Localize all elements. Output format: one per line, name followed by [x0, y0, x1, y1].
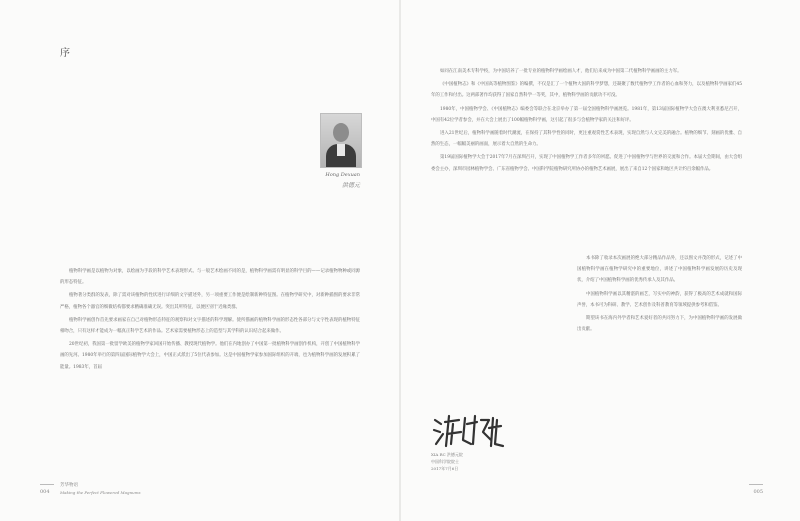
signer-name: XIA RC 洪德元院 — [431, 452, 463, 457]
paragraph: 本书除了收录本次画展的绝大部分精品作品外，还以图文并茂的形式，记述了中国植物科学画在植物学研究中的重要地位，讲述了中国植物科学画发展的历史及现状，介绍了中国植物科学画的优秀传承人及其作品。 — [577, 256, 742, 284]
paragraph: 《中国植物志》和《中国高等植物图鉴》的编撰，不仅是汇了一个植物大国的科学梦想，还凝聚了数代植物学工作者的心血和努力，以及植物科学画家们45年的工作和付出。这两部著作均获得了国家自然科学一等奖，其中，植物科学画的贡献功不可没。 — [431, 82, 742, 99]
paragraph: 进入21世纪后，植物科学画随着时代潮流，在保持了其科学性的同时，更注重观赏性艺术表现，实现自然与人文完美的融合。植物的细节、刻画的优雅、自然的生态，一幅幅美丽的画面，展示着大自然的生命力。 — [431, 131, 742, 148]
paragraph: 植物科学画创作首先要求画家在自己对植物形态特征的观察和对文字描述的科学理解。使所描画的植物科学画的形态性各部分与文字性表现的植物特征相吻合，只有这样才能成为一幅真正科学艺术的作品。艺术家需要植物形态上的造型与其学科的认识结合起来做作。 — [60, 317, 360, 335]
portrait-caption-signature: 洪德元 — [341, 182, 360, 189]
signer-title: 中国科学院院士 — [431, 459, 459, 464]
paragraph: 期望该书在海内外学者和艺术爱好者的共同努力下，为中国植物科学画的发展做出贡献。 — [577, 316, 742, 333]
right-body-text — [431, 66, 742, 177]
portrait-head — [333, 123, 349, 142]
paragraph: 20世纪初，我国第一批留学欧美的植物学家回国开始传播、教授现代植物学。他们在内地创办了中国第一批植物科学画创作机构，开创了中国植物科学画的先河。1980年举行的第四届国际植物学大会上，中国正式派出了5位代表参加。这是中国植物学家参加国际组织的开端，也为植物科学画的发展积累了能量。1983年，首届 — [60, 342, 360, 370]
handwritten-signature — [431, 410, 541, 450]
paragraph: 1980年，中国植物学会、《中国植物志》编委会等联合在北京举办了第一届全国植物科学画展览。1981年，第13届国际植物学大会在澳大利亚悉尼召开，中国有42位学者参会，并在大会上展出了100幅植物科学画，这引起了很多与会植物学家的关注和好评。 — [431, 106, 742, 123]
portrait-caption-name: Hong Dexuan — [325, 172, 360, 178]
footer-rule — [40, 484, 54, 485]
running-book-title: 芳华物语 — [60, 483, 78, 488]
author-portrait — [320, 113, 362, 168]
paragraph: 第19届国际植物学大会于2017年7月在深圳召开，实现了中国植物学工作者多年的夙愿。促进了中国植物学与世界的交流和合作。本届大会期间，由大会组委会主办，深圳市园林植物学会、广东省植物学会、中国科学院植物研究所协办的植物艺术画展，展出了来自12个国家和地区共计约百余幅作品。 — [431, 155, 742, 172]
left-body-text — [60, 266, 360, 375]
footer-rule — [749, 484, 763, 485]
right-page — [401, 0, 800, 521]
page-number: 004 — [40, 489, 50, 495]
page-number: 005 — [753, 489, 763, 495]
running-book-subtitle: Making the Perfect Flowered Magnums — [60, 490, 141, 495]
portrait-collar — [337, 144, 345, 156]
right-column-text — [577, 253, 742, 337]
paragraph: 植物著分类群的发表，除了需对该植物的性状进行详细的文字描述外，另一项重要工作便是绘制新种特征图。在植物学研究中，对新种插图的要求非常严格，植物各个器官的细微结构都要求精确准确无误。突出其所特征，以便区别于近缘类群。 — [60, 293, 360, 310]
paragraph: 如同在江南美术专科学校，为中国培养了一批专业的植物科学画绘画人才，他们后来成为中国第二代植物科学画画的主力军。 — [440, 69, 682, 74]
sign-date: 2017年7月6日 — [431, 466, 459, 471]
paragraph: 植物科学画是以植物为对象，以绘画为手段的科学艺术表现形式。与一般艺术绘画不同的是，植物科学画需有明显的科学目的——记录植物物种或同源的形态特征。 — [60, 269, 360, 286]
left-page — [0, 0, 399, 521]
paragraph: 中国植物科学画以其精湛的画艺，写实中的神韵，获得了极高的艺术成就和国际声誉，本书可为科研、教学、艺术创作及科普教育等领域提供参考和借鉴。 — [577, 291, 742, 308]
page-heading: 序 — [60, 48, 70, 59]
